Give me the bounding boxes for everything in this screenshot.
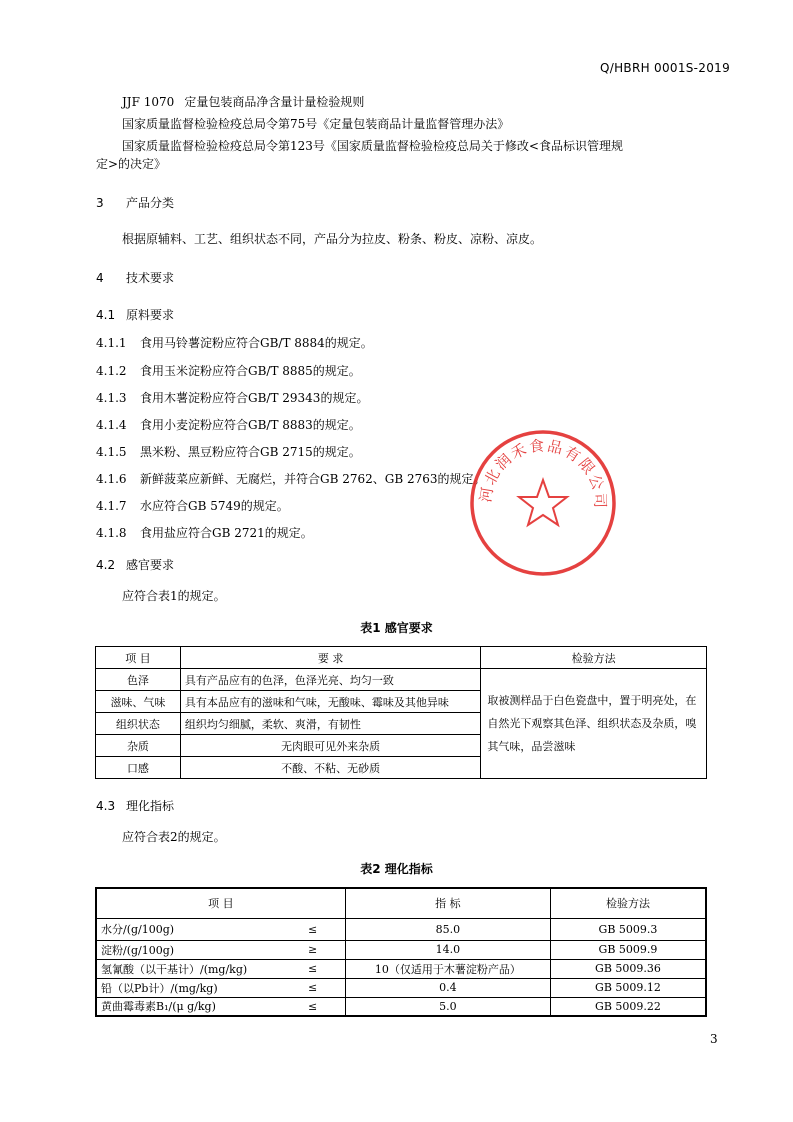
table-header-row [96,888,706,918]
raw-material-item: 4.1.3 食用木薯淀粉应符合GB/T 29343的规定。 [96,391,369,405]
value-cell: 14.0 [345,940,550,959]
item-cell: 黄曲霉毒素B₁/(μ g/kg) [96,997,281,1016]
operator-cell: ≥ [281,940,346,959]
table-row [96,997,706,1016]
clause-number: 4.1.8 [96,526,127,540]
reference-item [122,115,623,132]
item-cell: 滋味、气味 [96,691,181,713]
clause-number: 4.1.2 [96,364,127,378]
column-header: 检验方法 [481,647,707,669]
section-3-heading: 3 产品分类 [96,196,175,210]
clause-number: 4.1.3 [96,391,127,405]
sensory-table [95,646,707,779]
method-cell: GB 5009.3 [550,918,706,940]
value-cell: 5.0 [345,997,550,1016]
table-row [96,669,707,691]
section-4-2-heading: 4.2 感官要求 [96,558,175,572]
section-4-3-body: 应符合表2的规定。 [122,830,226,844]
raw-material-item: 4.1.2 食用玉米淀粉应符合GB/T 8885的规定。 [96,364,361,378]
requirement-cell: 组织均匀细腻，柔软、爽滑，有韧性 [180,713,480,735]
physicochemical-table [95,887,707,1017]
table-header-row [96,647,707,669]
requirement-cell: 不酸、不粘、无砂质 [180,757,480,779]
company-seal [468,428,618,578]
clause-number: 4.1.4 [96,418,127,432]
raw-material-item: 4.1.7 水应符合GB 5749的规定。 [96,499,289,513]
section-3-body: 根据原辅料、工艺、组织状态不同，产品分为拉皮、粉条、粉皮、凉粉、凉皮。 [122,232,543,246]
item-cell: 铅（以Pb计）/(mg/kg) [96,978,281,997]
raw-material-item: 4.1.8 食用盐应符合GB 2721的规定。 [96,526,313,540]
operator-cell: ≤ [281,918,346,940]
raw-material-item: 4.1.4 食用小麦淀粉应符合GB/T 8883的规定。 [96,418,361,432]
item-cell: 组织状态 [96,713,181,735]
reference-text: 定量包装商品净含量计量检验规则 [184,95,365,109]
section-4-1-heading: 4.1 原料要求 [96,308,175,322]
column-header: 项 目 [96,888,345,918]
value-cell: 10（仅适用于木薯淀粉产品） [345,959,550,978]
method-cell: GB 5009.36 [550,959,706,978]
reference-code: JJF 1070 [122,95,175,109]
raw-material-item: 4.1.6 新鲜菠菜应新鲜、无腐烂，并符合GB 2762、GB 2763的规定。 [96,472,486,486]
operator-cell: ≤ [281,997,346,1016]
seal-star-icon [519,480,567,525]
method-cell: GB 5009.9 [550,940,706,959]
reference-list [122,93,623,159]
seal-text: 河北润禾食品有限公司 [476,436,610,511]
reference-continuation: 定>的决定》 [96,157,167,171]
reference-item [122,93,623,110]
clause-number: 4.1.7 [96,499,127,513]
requirement-cell: 具有本品应有的滋味和气味，无酸味、霉味及其他异味 [180,691,480,713]
operator-cell: ≤ [281,959,346,978]
item-cell: 杂质 [96,735,181,757]
reference-text: 国家质量监督检验检疫总局令第123号《国家质量监督检验检疫总局关于修改<食品标识管理规 [122,139,623,153]
section-4-heading: 4 技术要求 [96,271,175,285]
requirement-cell: 无肉眼可见外来杂质 [180,735,480,757]
requirement-cell: 具有产品应有的色泽，色泽光亮、均匀一致 [180,669,480,691]
column-header: 检验方法 [550,888,706,918]
item-cell: 淀粉/(g/100g) [96,940,281,959]
page-number: 3 [710,1032,718,1046]
table-1-caption: 表1 感官要求 [360,621,433,635]
table-row [96,918,706,940]
column-header: 要 求 [180,647,480,669]
method-cell: GB 5009.22 [550,997,706,1016]
document-code: Q/HBRH 0001S-2019 [600,61,731,75]
raw-material-item: 4.1.5 黑米粉、黑豆粉应符合GB 2715的规定。 [96,445,361,459]
section-4-2-body: 应符合表1的规定。 [122,589,226,603]
item-cell: 水分/(g/100g) [96,918,281,940]
table-2-caption: 表2 理化指标 [360,862,433,876]
section-4-3-heading: 4.3 理化指标 [96,799,175,813]
reference-text: 国家质量监督检验检疫总局令第75号《定量包装商品计量监督管理办法》 [122,117,510,131]
table-row [96,940,706,959]
method-cell: GB 5009.12 [550,978,706,997]
clause-number: 4.1.1 [96,336,127,350]
value-cell: 0.4 [345,978,550,997]
value-cell: 85.0 [345,918,550,940]
table-row [96,959,706,978]
clause-number: 4.1.5 [96,445,127,459]
reference-item [122,137,623,154]
raw-material-item: 4.1.1 食用马铃薯淀粉应符合GB/T 8884的规定。 [96,336,373,350]
column-header: 指 标 [345,888,550,918]
item-cell: 氢氰酸（以干基计）/(mg/kg) [96,959,281,978]
method-cell: 取被测样品于白色瓷盘中，置于明亮处，在自然光下观察其色泽、组织状态及杂质，嗅其气味，品尝滋味 [481,669,707,779]
table-row [96,978,706,997]
operator-cell: ≤ [281,978,346,997]
clause-number: 4.1.6 [96,472,127,486]
item-cell: 色泽 [96,669,181,691]
item-cell: 口感 [96,757,181,779]
column-header: 项 目 [96,647,181,669]
